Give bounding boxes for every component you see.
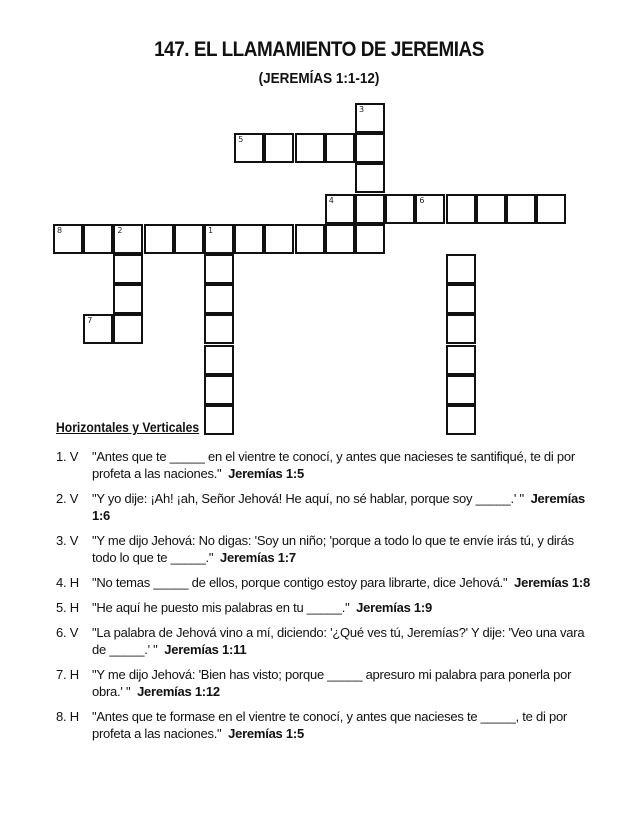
clue-list <box>56 448 592 750</box>
crossword-cell[interactable] <box>415 194 445 224</box>
clue-text: "Y yo dije: ¡Ah! ¡ah, Señor Jehová! He aquí, no sé hablar, porque soy _____.' " <box>92 491 524 506</box>
crossword-cell[interactable] <box>113 254 143 284</box>
crossword-cell[interactable] <box>264 224 294 254</box>
clue-number: 3. V <box>56 533 79 548</box>
clue-item <box>56 666 592 700</box>
crossword-cell[interactable] <box>476 194 506 224</box>
clues-heading: Horizontales y Verticales <box>56 420 200 435</box>
clue-number-label: 3 <box>359 105 365 114</box>
crossword-cell[interactable] <box>355 224 385 254</box>
clue-reference: Jeremías 1:7 <box>220 550 296 565</box>
crossword-cell[interactable] <box>204 254 234 284</box>
crossword-cell[interactable] <box>295 224 325 254</box>
clue-text: "Antes que te _____ en el vientre te conocí, y antes que nacieses te santifiqué, te di por profeta a las naciones." <box>92 449 575 481</box>
crossword-cell[interactable] <box>325 133 355 163</box>
clue-number-label: 5 <box>238 135 244 145</box>
clue-text: "Antes que te formase en el vientre te conocí, y antes que nacieses te _____, te di por profeta a las naciones." <box>92 709 568 741</box>
crossword-cell[interactable] <box>446 254 476 284</box>
clue-item <box>56 532 592 566</box>
clue-reference: Jeremías 1:12 <box>137 684 220 699</box>
crossword-cell[interactable] <box>355 194 385 224</box>
page-title: 147. EL LLAMAMIENTO DE JEREMIAS <box>154 38 484 61</box>
clue-number-label: 8 <box>57 225 63 235</box>
crossword-cell[interactable] <box>325 194 355 224</box>
clue-item <box>56 708 592 742</box>
clue-number: 6. V <box>56 625 79 640</box>
crossword-cell[interactable] <box>204 314 234 344</box>
clue-reference: Jeremías 1:8 <box>514 575 590 590</box>
crossword-cell[interactable] <box>355 103 385 133</box>
crossword-cell[interactable] <box>446 405 476 435</box>
crossword-cell[interactable] <box>355 163 385 193</box>
crossword-cell[interactable] <box>83 224 113 254</box>
crossword-cell[interactable] <box>204 375 234 405</box>
clue-number-label: 7 <box>87 316 93 326</box>
crossword-cell[interactable] <box>295 133 325 163</box>
clue-number-label: 4 <box>328 195 334 205</box>
page-subtitle: (JEREMÍAS 1:1-12) <box>258 70 380 87</box>
crossword-cell[interactable] <box>536 194 566 224</box>
clue-reference: Jeremías 1:5 <box>228 466 304 481</box>
clue-item <box>56 624 592 658</box>
crossword-cell[interactable] <box>144 224 174 254</box>
crossword-cell[interactable] <box>234 133 264 163</box>
clue-text: "La palabra de Jehová vino a mí, diciendo: '¿Qué ves tú, Jeremías?' Y dije: 'Veo una vara de _____.' " <box>92 625 585 657</box>
clue-item <box>56 448 592 482</box>
crossword-cell[interactable] <box>174 224 204 254</box>
crossword-cell[interactable] <box>446 194 476 224</box>
clue-number-label: 6 <box>419 195 425 205</box>
crossword-cell[interactable] <box>385 194 415 224</box>
crossword-cell[interactable] <box>446 314 476 344</box>
clue-text: "No temas _____ de ellos, porque contigo estoy para librarte, dice Jehová." <box>92 575 508 590</box>
crossword-cell[interactable] <box>83 314 113 344</box>
clue-number: 7. H <box>56 667 79 682</box>
clue-number: 5. H <box>56 600 79 615</box>
clue-item <box>56 490 592 524</box>
crossword-cell[interactable] <box>325 224 355 254</box>
crossword-cell[interactable] <box>204 284 234 314</box>
clue-number-label: 2 <box>117 225 123 235</box>
clue-number: 1. V <box>56 449 79 464</box>
clue-text: "He aquí he puesto mis palabras en tu _____." <box>92 600 350 615</box>
clue-number: 4. H <box>56 575 79 590</box>
clue-item <box>56 599 592 616</box>
clue-reference: Jeremías 1:5 <box>228 726 304 741</box>
clue-reference: Jeremías 1:11 <box>164 642 247 657</box>
crossword-cell[interactable] <box>113 224 143 254</box>
crossword-cell[interactable] <box>446 345 476 375</box>
clue-item <box>56 574 592 591</box>
crossword-cell[interactable] <box>204 405 234 435</box>
crossword-cell[interactable] <box>506 194 536 224</box>
clue-text: "Y me dijo Jehová: No digas: 'Soy un niño; 'porque a todo lo que te envíe irás tú, y dirás todo lo que te _____." <box>92 533 574 565</box>
crossword-cell[interactable] <box>53 224 83 254</box>
clue-text: "Y me dijo Jehová: 'Bien has visto; porque _____ apresuro mi palabra para ponerla por obra.' " <box>92 667 572 699</box>
clue-number: 2. V <box>56 491 79 506</box>
crossword-cell[interactable] <box>446 375 476 405</box>
clue-reference: Jeremías 1:6 <box>92 491 585 523</box>
crossword-cell[interactable] <box>234 224 264 254</box>
clue-reference: Jeremías 1:9 <box>356 600 432 615</box>
crossword-cell[interactable] <box>204 224 234 254</box>
clue-number: 8. H <box>56 709 79 724</box>
crossword-cell[interactable] <box>264 133 294 163</box>
clue-number-label: 1 <box>208 225 214 235</box>
crossword-cell[interactable] <box>113 284 143 314</box>
crossword-cell[interactable] <box>446 284 476 314</box>
crossword-cell[interactable] <box>204 345 234 375</box>
crossword-cell[interactable] <box>355 133 385 163</box>
crossword-cell[interactable] <box>113 314 143 344</box>
